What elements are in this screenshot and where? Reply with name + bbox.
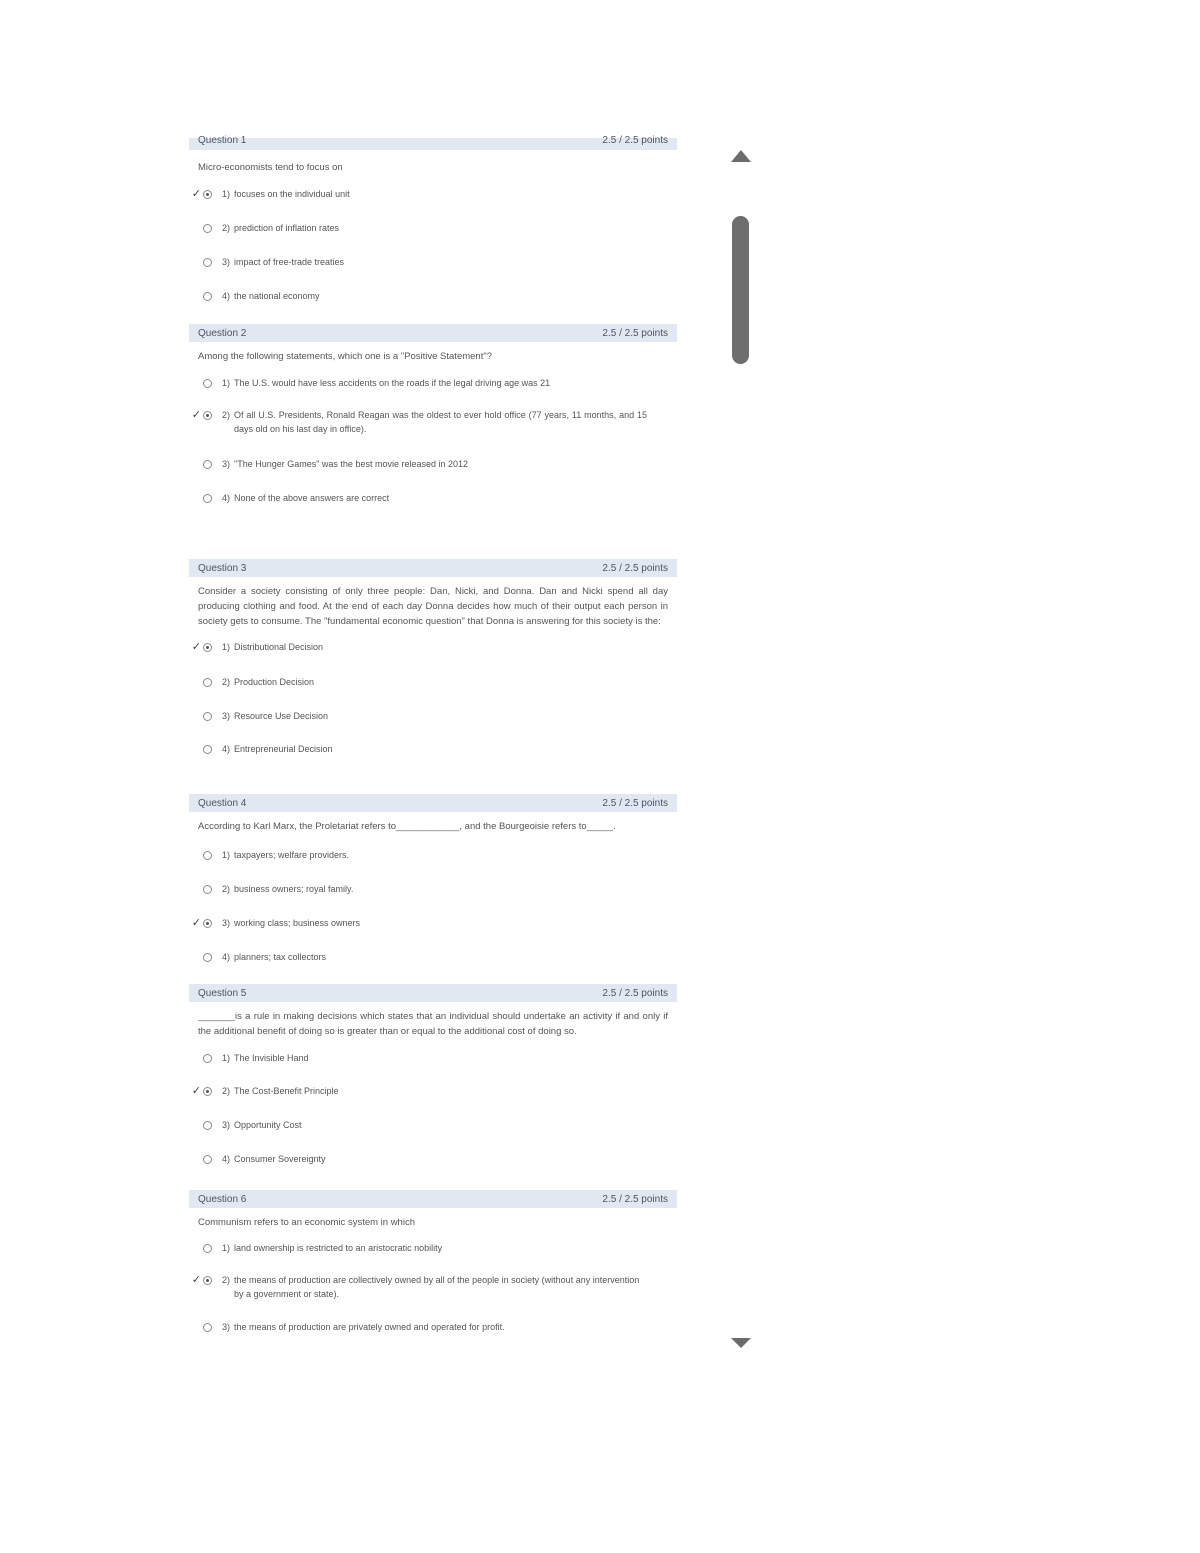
radio-icon[interactable] [203,678,212,687]
correct-check-icon: ✓ [191,409,201,421]
answer-option[interactable] [189,848,677,862]
scroll-up-arrow-icon[interactable] [731,150,751,162]
option-text: planners; tax collectors [234,952,327,962]
option-text: focuses on the individual unit [234,189,350,199]
option-number: 2) [222,1275,231,1285]
option-text: taxpayers; welfare providers. [234,850,350,860]
option-number: 1) [222,850,231,860]
option-number: 2) [222,677,231,687]
question-points: 2.5 / 2.5 points [602,327,668,339]
answer-option[interactable] [189,1084,677,1098]
question-header [189,1190,677,1208]
radio-icon[interactable] [203,224,212,233]
option-number: 2) [222,410,231,420]
radio-selected-icon[interactable] [203,1276,212,1285]
option-text: Of all U.S. Presidents, Ronald Reagan was the oldest to ever hold office (77 years, 11 months, and 15 days old on his last day in office). [234,410,647,434]
answer-option[interactable] [189,491,677,505]
option-text: working class; business owners [234,918,361,928]
correct-check-icon: ✓ [191,641,201,653]
question-points: 2.5 / 2.5 points [602,562,668,574]
radio-selected-icon[interactable] [203,190,212,199]
question-prompt: Micro-economists tend to focus on [198,162,343,173]
option-number: 3) [222,918,231,928]
answer-option[interactable] [189,1152,677,1166]
radio-icon[interactable] [203,258,212,267]
scrollbar-thumb[interactable] [732,216,749,364]
answer-option[interactable] [189,882,677,896]
option-text: Distributional Decision [234,642,324,652]
option-number: 1) [222,1053,231,1063]
radio-icon[interactable] [203,460,212,469]
radio-icon[interactable] [203,1323,212,1332]
question-5 [189,984,677,1166]
answer-option[interactable] [189,221,677,235]
answer-option[interactable] [189,950,677,964]
option-number: 3) [222,711,231,721]
option-text: business owners; royal family. [234,884,354,894]
option-number: 4) [222,1154,231,1164]
question-title: Question 4 [198,797,247,809]
option-text: the means of production are privately owned and operated for profit. [234,1322,505,1332]
option-number: 2) [222,884,231,894]
option-text: Entrepreneurial Decision [234,744,333,754]
scroll-down-arrow-icon[interactable] [731,1338,751,1348]
question-1 [189,134,677,303]
option-number: 4) [222,952,231,962]
radio-icon[interactable] [203,292,212,301]
answer-option[interactable] [189,255,677,269]
option-text: the means of production are collectively owned by all of the people in society (without any intervention by a government or state). [234,1275,640,1299]
radio-icon[interactable] [203,379,212,388]
option-text: land ownership is restricted to an aristocratic nobility [234,1243,443,1253]
question-points: 2.5 / 2.5 points [602,1193,668,1205]
question-title: Question 2 [198,327,247,339]
option-text: prediction of inflation rates [234,223,340,233]
question-title: Question 3 [198,562,247,574]
option-number: 3) [222,257,231,267]
answer-option[interactable] [189,187,677,201]
correct-check-icon: ✓ [191,1085,201,1097]
radio-icon[interactable] [203,885,212,894]
question-points: 2.5 / 2.5 points [602,987,668,999]
radio-icon[interactable] [203,1054,212,1063]
radio-icon[interactable] [203,953,212,962]
answer-option[interactable] [189,1118,677,1132]
correct-check-icon: ✓ [191,1274,201,1286]
radio-icon[interactable] [203,494,212,503]
answer-option[interactable] [189,289,677,303]
option-text: The U.S. would have less accidents on the roads if the legal driving age was 21 [234,378,551,388]
option-number: 3) [222,459,231,469]
question-prompt: Communism refers to an economic system in which [198,1217,415,1228]
correct-check-icon: ✓ [191,917,201,929]
answer-option[interactable] [189,1241,677,1255]
option-text: Resource Use Decision [234,711,329,721]
answer-option[interactable] [189,1273,677,1301]
question-header [189,324,677,342]
answer-option[interactable] [189,709,677,723]
option-number: 3) [222,1120,231,1130]
vertical-scrollbar[interactable] [728,140,754,1360]
answer-option[interactable] [189,916,677,930]
option-number: 3) [222,1322,231,1332]
answer-option[interactable] [189,640,677,654]
answer-option[interactable] [189,742,677,756]
answer-option[interactable] [189,1051,677,1065]
answer-option[interactable] [189,408,677,436]
radio-icon[interactable] [203,745,212,754]
answer-option[interactable] [189,675,677,689]
radio-selected-icon[interactable] [203,411,212,420]
option-text: Opportunity Cost [234,1120,302,1130]
radio-icon[interactable] [203,851,212,860]
option-text: The Cost-Benefit Principle [234,1086,339,1096]
radio-selected-icon[interactable] [203,643,212,652]
option-number: 1) [222,378,231,388]
option-text: The Invisible Hand [234,1053,309,1063]
question-title: Question 5 [198,987,247,999]
question-header [189,559,677,577]
answer-option[interactable] [189,457,677,471]
question-header [189,984,677,1002]
correct-check-icon: ✓ [191,188,201,200]
option-number: 4) [222,493,231,503]
question-header [189,134,677,150]
option-number: 4) [222,744,231,754]
question-2 [189,324,677,505]
question-points: 2.5 / 2.5 points [602,797,668,809]
option-text: the national economy [234,291,320,301]
question-title: Question 6 [198,1193,247,1205]
question-prompt: According to Karl Marx, the Proletariat refers to____________, and the Bourgeoisie refers to_____. [198,821,616,832]
question-4 [189,794,677,964]
question-prompt: Among the following statements, which one is a "Positive Statement"? [198,351,493,362]
question-6 [189,1190,677,1334]
question-header [189,794,677,812]
answer-option[interactable] [189,1320,677,1334]
quiz-results-panel [189,134,677,1332]
answer-option[interactable] [189,376,677,390]
radio-icon[interactable] [203,1244,212,1253]
radio-icon[interactable] [203,1155,212,1164]
question-points: 2.5 / 2.5 points [602,134,668,146]
radio-icon[interactable] [203,1121,212,1130]
option-text: "The Hunger Games" was the best movie released in 2012 [234,459,469,469]
question-prompt: Consider a society consisting of only three people: Dan, Nicki, and Donna. Dan and Nicki spend all day producing clothing and food. At the end of each day Donna decides how much of their output each person in society gets to consume. The "fundamental economic question" that Donna is answering for this society is the: [198,586,668,627]
radio-icon[interactable] [203,712,212,721]
option-number: 1) [222,642,231,652]
option-number: 2) [222,1086,231,1096]
option-number: 2) [222,223,231,233]
option-text: None of the above answers are correct [234,493,390,503]
option-text: impact of free-trade treaties [234,257,345,267]
question-3 [189,559,677,756]
radio-selected-icon[interactable] [203,1087,212,1096]
option-text: Consumer Sovereignty [234,1154,326,1164]
option-text: Production Decision [234,677,315,687]
question-prompt: _______is a rule in making decisions which states that an individual should undertake an activity if and only if the additional benefit of doing so is greater than or equal to the additional cost of doing so. [198,1011,668,1037]
option-number: 1) [222,189,231,199]
question-title: Question 1 [198,134,247,146]
option-number: 4) [222,291,231,301]
radio-selected-icon[interactable] [203,919,212,928]
option-number: 1) [222,1243,231,1253]
